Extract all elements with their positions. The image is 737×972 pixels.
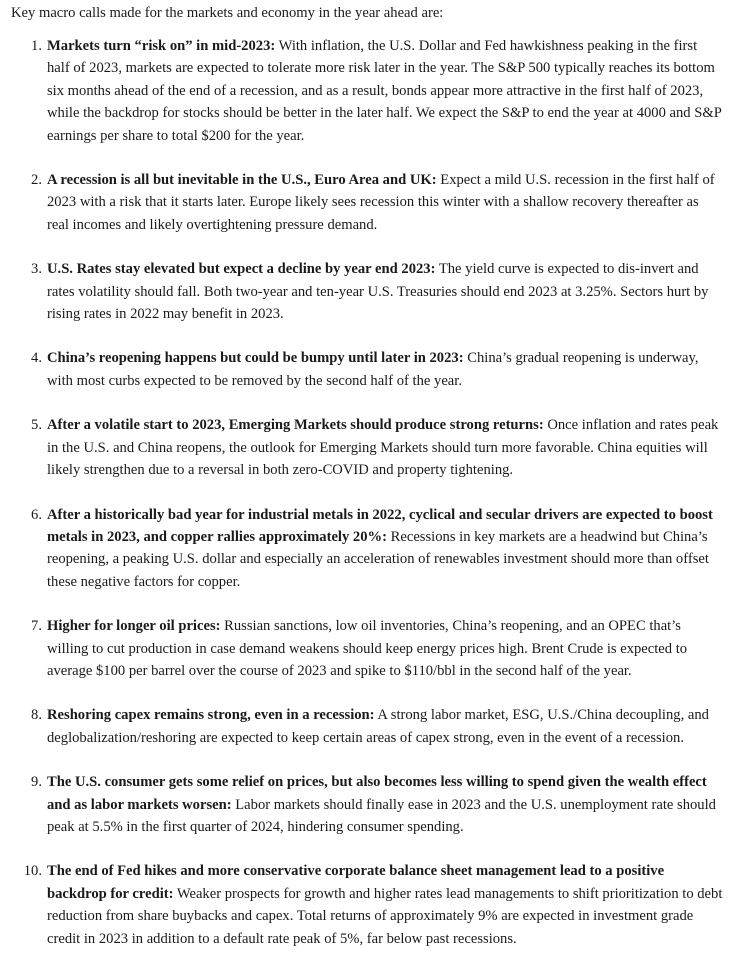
item-headline: After a volatile start to 2023, Emerging Markets should produce strong returns: [47,417,544,434]
macro-call-item [0,860,737,950]
item-body: A strong labor market, ESG, U.S./China decoupling, and deglobalization/reshoring are expected to keep certain areas of capex strong, even in the event of a recession. [47,707,709,746]
item-number: 9. [31,774,42,791]
item-number: 8. [31,707,42,724]
macro-call-item [0,169,737,236]
item-body: With inflation, the U.S. Dollar and Fed hawkishness peaking in the first half of 2023, markets are expected to tolerate more risk later in the year. The S&P 500 typically reaches its bottom six months ahead of the end of a recession, and as a result, bonds appear more attractive in the first half of 2023, while the backdrop for stocks should be better in the later half. We expect the S&P to end the year at 4000 and S&P earnings per share to total $200 for the year. [47,38,722,144]
macro-call-item [0,615,737,682]
item-body: Recessions in key markets are a headwind but China’s reopening, a peaking U.S. dollar and especially an acceleration of renewables investment should more than offset these negative factors for copper. [47,528,709,590]
item-number: 1. [31,38,42,54]
item-body: Weaker prospects for growth and higher rates lead managements to shift prioritization to debt reduction from share buybacks and capex. Total returns of approximately 9% are expected in investment grade credit in 2023 in addition to a default rate peak of 5%, far below past recessions. [47,885,723,947]
macro-call-item [0,414,737,481]
item-headline: Markets turn “risk on” in mid-2023: [47,38,276,54]
item-body: Labor markets should finally ease in 2023 and the U.S. unemployment rate should peak at 5.5% in the first quarter of 2024, hindering consumer spending. [47,796,716,835]
item-headline: China’s reopening happens but could be bumpy until later in 2023: [47,350,464,367]
macro-call-item [0,771,737,838]
macro-call-item [0,704,737,749]
item-number: 5. [31,417,42,434]
macro-calls-list [0,35,737,972]
item-headline: A recession is all but inevitable in the U.S., Euro Area and UK: [47,172,437,189]
item-body: Once inflation and rates peak in the U.S. and China reopens, the outlook for Emerging Markets should turn more favorable. China equities will likely strengthen due to a reversal in both zero-COVID and property tightening. [47,417,719,479]
item-number: 6. [31,506,42,523]
item-headline: U.S. Rates stay elevated but expect a decline by year end 2023: [47,261,436,278]
item-number: 4. [31,350,42,367]
macro-call-item [0,258,737,325]
item-number: 2. [31,172,42,189]
item-body: Expect a mild U.S. recession in the first half of 2023 with a risk that it starts later. Europe likely sees recession this winter with a shallow recovery thereafter as real incomes and likely overtightening pressure demand. [47,172,715,233]
macro-call-item [0,35,737,147]
item-body: China’s gradual reopening is underway, with most curbs expected to be removed by the second half of the year. [47,350,699,389]
item-headline: The end of Fed hikes and more conservative corporate balance sheet management lead to a positive backdrop for credit: [47,863,665,902]
item-headline: After a historically bad year for industrial metals in 2022, cyclical and secular drivers are expected to boost metals in 2023, and copper rallies approximately 20%: [47,506,713,545]
item-headline: The U.S. consumer gets some relief on prices, but also becomes less willing to spend given the wealth effect and as labor markets worsen: [47,774,707,813]
macro-call-item [0,504,737,594]
macro-call-item [0,347,737,392]
item-headline: Reshoring capex remains strong, even in a recession: [47,707,375,724]
item-headline: Higher for longer oil prices: [47,618,221,635]
item-number: 3. [31,261,42,278]
item-body: Russian sanctions, low oil inventories, China’s reopening, and an OPEC that’s willing to cut production in case demand weakens should keep energy prices high. Brent Crude is expected to average $100 per barrel over the course of 2023 and spike to $110/bbl in the second half of the year. [47,618,688,679]
intro-text: Key macro calls made for the markets and economy in the year ahead are: [11,5,444,21]
item-body: The yield curve is expected to dis-invert and rates volatility should fall. Both two-year and ten-year U.S. Treasuries should end 2023 at 3.25%. Sectors hurt by rising rates in 2022 may benefit in 2023. [47,261,709,323]
item-number: 7. [31,618,42,635]
item-number: 10. [23,863,42,880]
